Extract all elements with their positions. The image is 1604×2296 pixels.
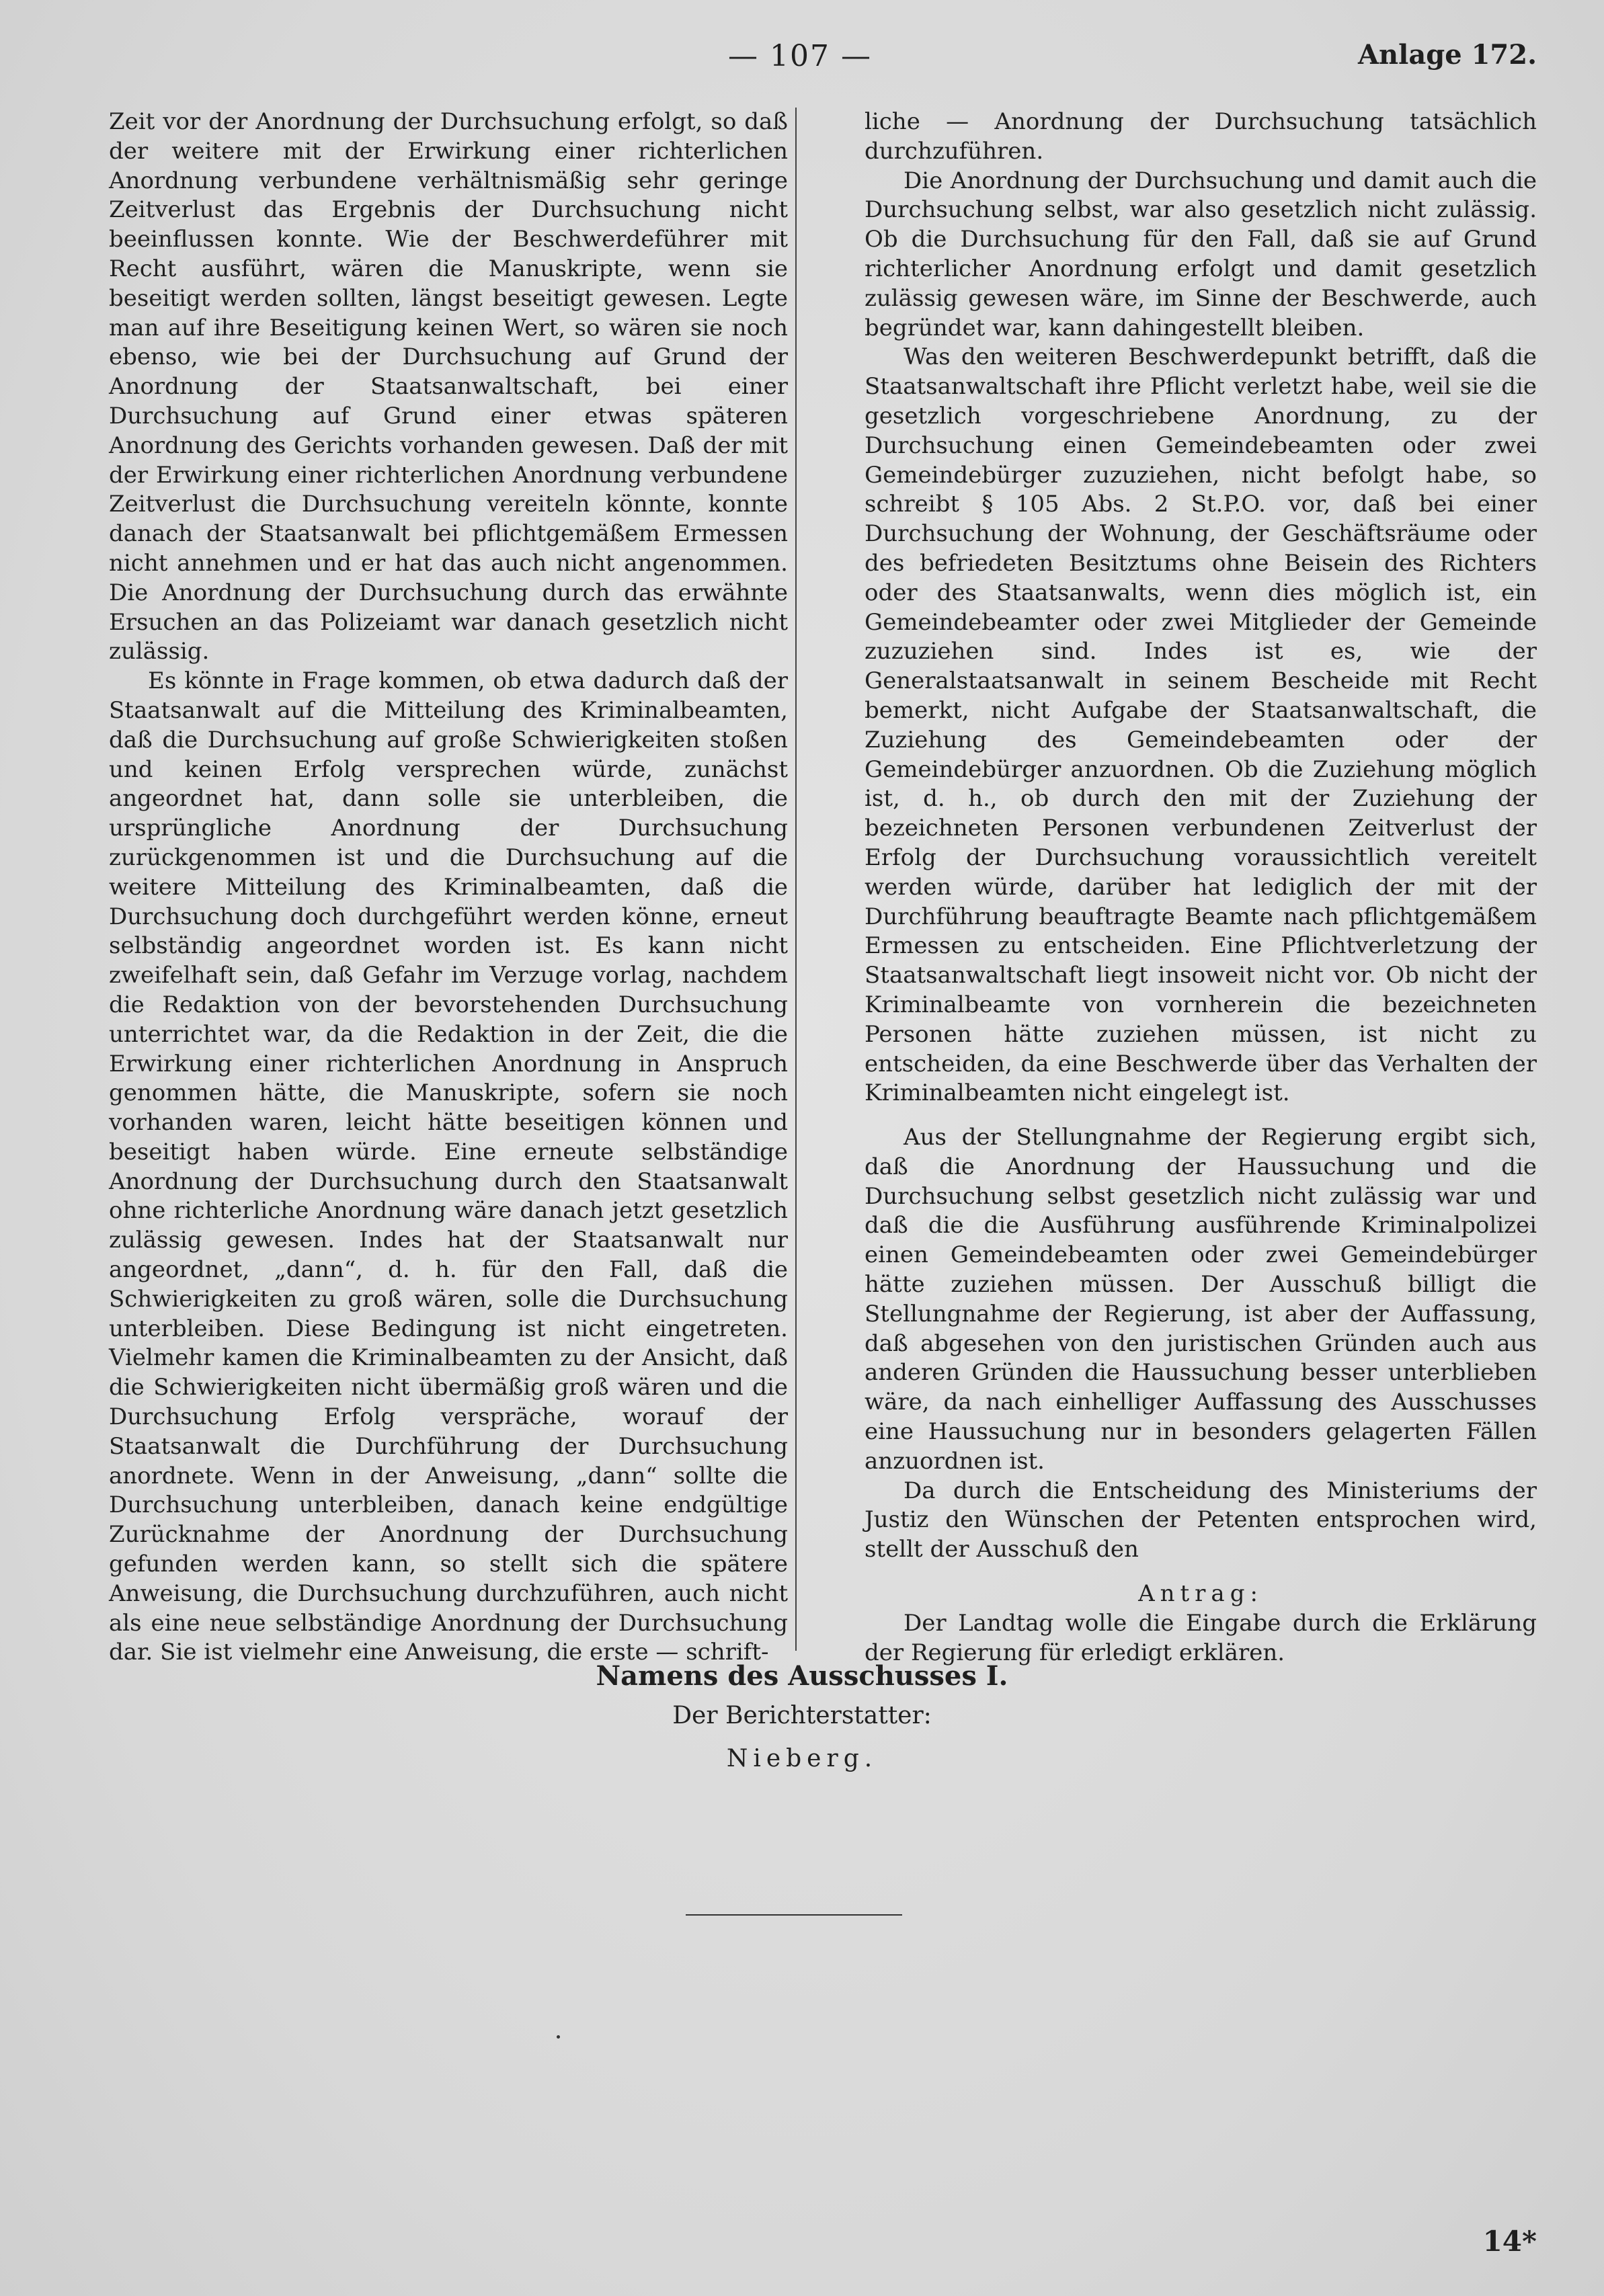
column-divider: [795, 108, 797, 1651]
left-paragraph-2: Es könnte in Frage kommen, ob etwa dadurch daß der Staatsanwalt auf die Mitteilung des Kriminalbeamten, daß die Durchsuchung auf große Schwierigkeiten stoßen und keinen Erfolg versprechen würde, zunächst angeordnet hat, dann solle sie unterbleiben, die ursprüngliche Anordnung der Durchsuchung zurückgenommen ist und die Durchsuchung auf die weitere Mitteilung des Kriminalbeamten, daß die Durchsuchung doch durchgeführt werden könne, erneut selbständig angeordnet worden ist. Es kann nicht zweifelhaft sein, daß Gefahr im Verzuge vorlag, nachdem die Redaktion von der bevorstehenden Durchsuchung unterrichtet war, da die Redaktion in der Zeit, die die Erwirkung einer richterlichen Anordnung in Anspruch genommen hätte, die Manuskripte, sofern sie noch vorhanden waren, leicht hätte beseitigen können und beseitigt haben würde. Eine erneute selbständige Anordnung der Durchsuchung durch den Staatsanwalt ohne richterliche Anordnung wäre danach jetzt gesetzlich zulässig gewesen. Indes hat der Staatsanwalt nur angeordnet, „dann“, d. h. für den Fall, daß die Schwierigkeiten zu groß wären, solle die Durchsuchung unterbleiben. Diese Bedingung ist nicht eingetreten. Vielmehr kamen die Kriminalbeamten zu der Ansicht, daß die Schwierigkeiten nicht übermäßig groß wären und die Durchsuchung Erfolg verspräche, worauf der Staatsanwalt die Durchführung der Durchsuchung anordnete. Wenn in der Anweisung, „dann“ sollte die Durchsuchung unterbleiben, danach keine endgültige Zurücknahme der Anordnung der Durchsuchung gefunden werden kann, so stellt sich die spätere Anweisung, die Durchsuchung durchzuführen, auch nicht als eine neue selbständige Anordnung der Durchsuchung dar. Sie ist vielmehr eine Anweisung, die erste — schrift-: [109, 667, 788, 1666]
antrag-heading: Antrag:: [1138, 1580, 1263, 1608]
rapporteur-name: Nieberg.: [726, 1745, 878, 1772]
left-column: [109, 108, 788, 1666]
anlage-label: Anlage 172.: [1358, 39, 1537, 71]
right-paragraph-1: liche — Anordnung der Durchsuchung tatsächlich durchzuführen.: [865, 108, 1537, 165]
left-paragraph-1: Zeit vor der Anordnung der Durchsuchung erfolgt, so daß der weitere mit der Erwirkung einer richterlichen Anordnung verbundene verhältnismäßig sehr geringe Zeitverlust das Ergebnis der Durchsuchung nicht beeinflussen konnte. Wie der Beschwerdeführer mit Recht ausführt, wären die Manuskripte, wenn sie beseitigt werden sollten, längst beseitigt gewesen. Legte man auf ihre Beseitigung keinen Wert, so wären sie noch ebenso, wie bei der Durchsuchung auf Grund der Anordnung der Staatsanwaltschaft, bei einer Durchsuchung auf Grund einer etwas späteren Anordnung des Gerichts vorhanden gewesen. Daß der mit der Erwirkung einer richterlichen Anordnung verbundene Zeitverlust die Durchsuchung vereiteln könnte, konnte danach der Staatsanwalt bei pflichtgemäßem Ermessen nicht annehmen und er hat das auch nicht angenommen. Die Anordnung der Durchsuchung durch das erwähnte Ersuchen an das Polizeiamt war danach gesetzlich nicht zulässig.: [109, 108, 788, 665]
paragraph-spacer: [865, 1108, 1537, 1123]
antrag-text: Der Landtag wolle die Eingabe durch die Erklärung der Regierung für erledigt erklären.: [865, 1609, 1537, 1666]
committee-signature: Namens des Ausschusses I.: [596, 1660, 1008, 1692]
right-paragraph-5: Da durch die Entscheidung des Ministeriums der Justiz den Wünschen der Petenten entsprochen wird, stellt der Ausschuß den: [865, 1477, 1537, 1563]
page-number: — 107 —: [728, 39, 872, 73]
closing-rule: [686, 1914, 902, 1916]
right-paragraph-2: Die Anordnung der Durchsuchung und damit auch die Durchsuchung selbst, war also gesetzlich nicht zulässig. Ob die Durchsuchung für den Fall, daß sie auf Grund richterlicher Anordnung erfolgt und damit gesetzlich zulässig gewesen wäre, im Sinne der Beschwerde, auch begründet war, kann dahingestellt bleiben.: [865, 167, 1537, 341]
right-paragraph-3: Was den weiteren Beschwerdepunkt betrifft, daß die Staatsanwaltschaft ihre Pflicht verletzt habe, weil sie die gesetzlich vorgeschriebene Anordnung, zu der Durchsuchung einen Gemeindebeamten oder zwei Gemeindebürger zuzuziehen, nicht befolgt habe, so schreibt § 105 Abs. 2 St.P.O. vor, daß bei einer Durchsuchung der Wohnung, der Geschäftsräume oder des befriedeten Besitztums ohne Beisein des Richters oder des Staatsanwalts, wenn dies möglich ist, ein Gemeindebeamter oder zwei Mitglieder der Gemeinde zuzuziehen sind. Indes ist es, wie der Generalstaatsanwalt in seinem Bescheide mit Recht bemerkt, nicht Aufgabe der Staatsanwaltschaft, die Zuziehung des Gemeindebeamten oder der Gemeindebürger anzuordnen. Ob die Zuziehung möglich ist, d. h., ob durch den mit der Zuziehung der bezeichneten Personen verbundenen Zeitverlust der Erfolg der Durchsuchung voraussichtlich vereitelt werden würde, darüber hat lediglich der mit der Durchführung beauftragte Beamte nach pflichtgemäßem Ermessen zu entscheiden. Eine Pflichtverletzung der Staatsanwaltschaft liegt insoweit nicht vor. Ob nicht der Kriminalbeamte von vornherein die bezeichneten Personen hätte zuziehen müssen, ist nicht zu entscheiden, da eine Beschwerde über das Verhalten der Kriminalbeamten nicht eingelegt ist.: [865, 343, 1537, 1107]
right-column: [865, 108, 1537, 1666]
print-speck: [557, 2035, 560, 2039]
signature-mark: 14*: [1482, 2225, 1537, 2258]
right-paragraph-4: Aus der Stellungnahme der Regierung ergibt sich, daß die Anordnung der Haussuchung und die Durchsuchung selbst gesetzlich nicht zulässig war und daß die die Ausführung ausführende Kriminalpolizei einen Gemeindebeamten oder zwei Gemeindebürger hätte zuziehen müssen. Der Ausschuß billigt die Stellungnahme der Regierung, ist aber der Auffassung, daß abgesehen von den juristischen Gründen auch aus anderen Gründen die Haussuchung besser unterblieben wäre, da nach einhelliger Auffassung des Ausschusses eine Haussuchung nur in besonders gelagerten Fällen anzuordnen ist.: [865, 1124, 1537, 1475]
rapporteur-label: Der Berichterstatter:: [672, 1702, 932, 1729]
